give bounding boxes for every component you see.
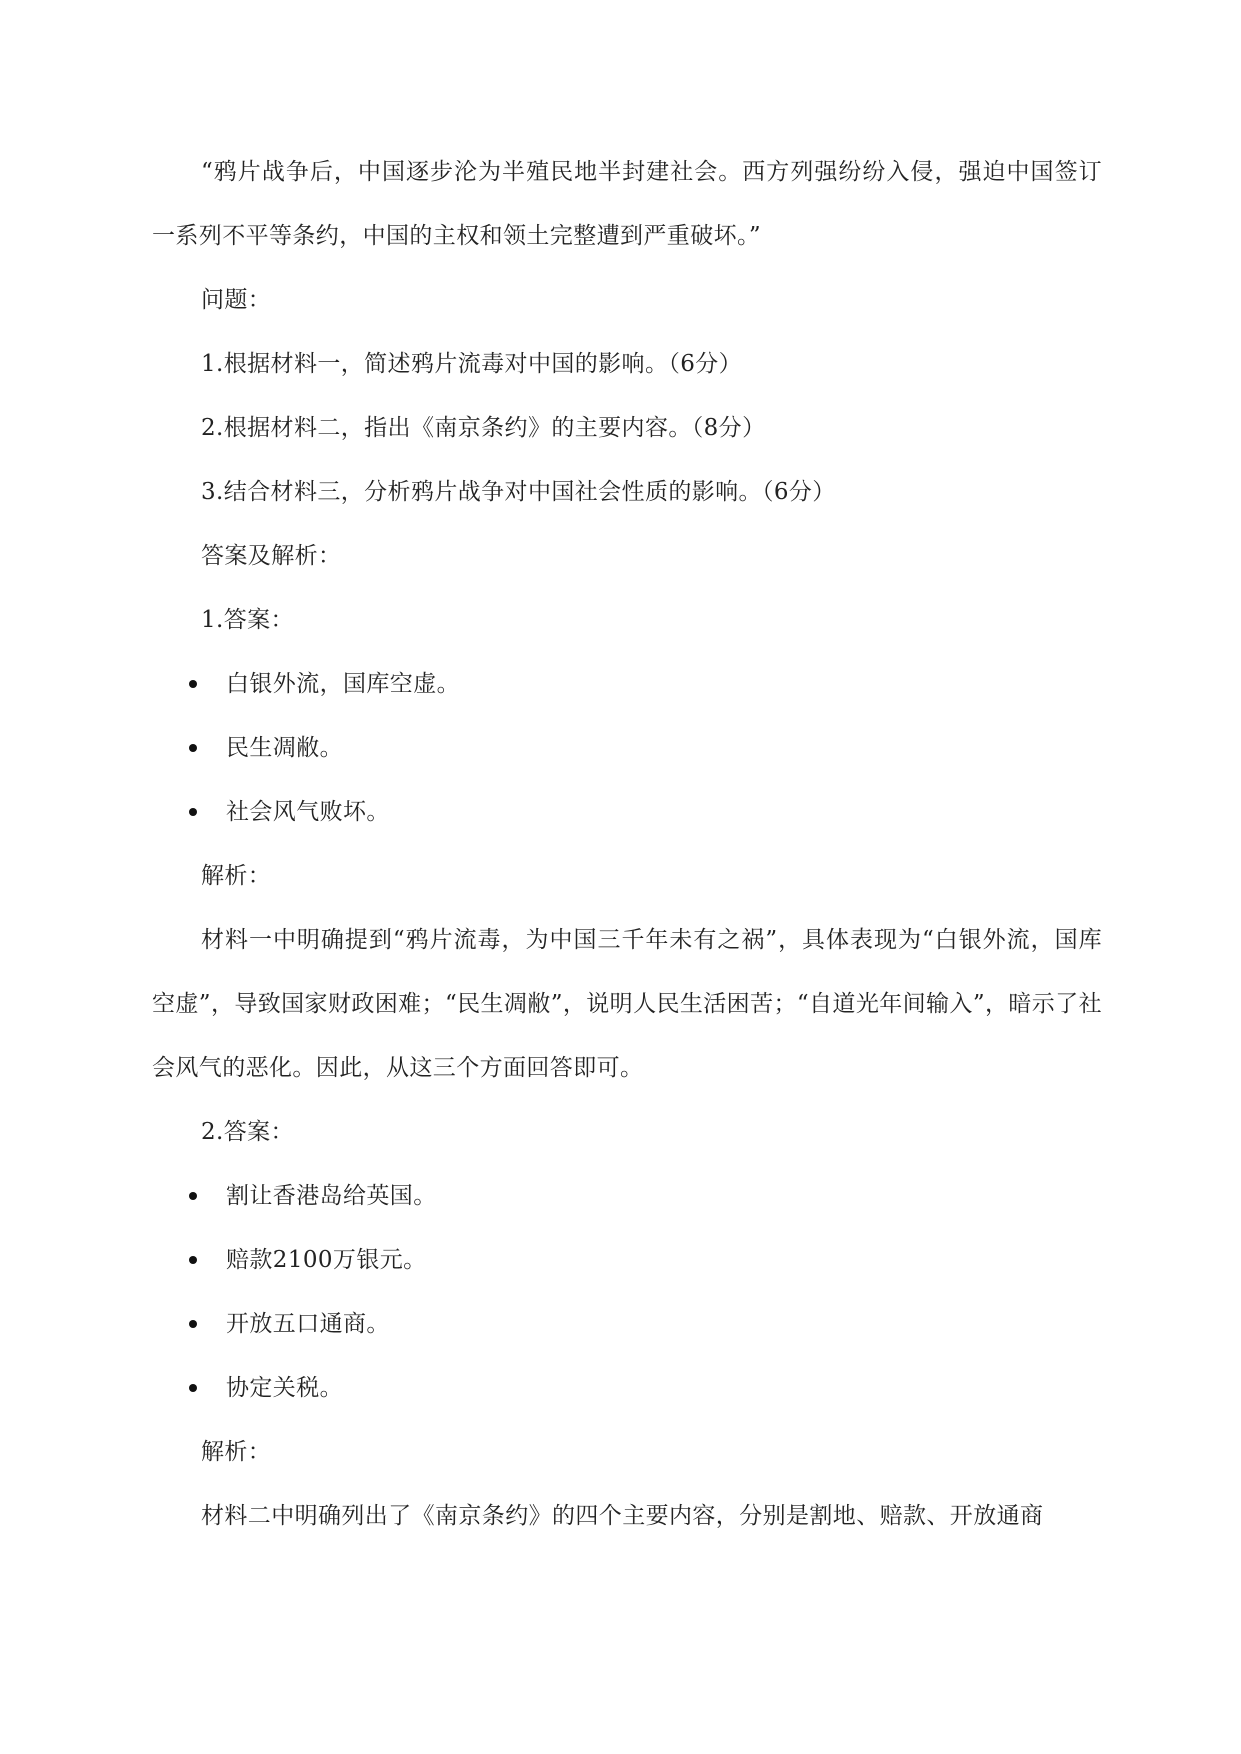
answer2-bullet-list	[152, 1164, 1102, 1420]
bullet-icon	[189, 744, 197, 752]
bullet-item	[152, 1228, 1102, 1292]
bullet-text: 民生凋敝。	[226, 735, 343, 761]
bullet-item	[152, 716, 1102, 780]
answer1-bullet-list	[152, 652, 1102, 844]
bullet-icon	[189, 1192, 197, 1200]
bullet-item	[152, 1164, 1102, 1228]
analysis1-heading: 解析：	[201, 863, 272, 889]
bullet-item	[152, 1292, 1102, 1356]
question-item: 2.根据材料二，指出《南京条约》的主要内容。（8分）	[201, 415, 766, 441]
bullet-icon	[189, 1320, 197, 1328]
answer2-heading: 2.答案：	[201, 1119, 294, 1145]
analysis2-paragraph: 材料二中明确列出了《南京条约》的四个主要内容，分别是割地、赔款、开放通商	[201, 1503, 1044, 1529]
bullet-item	[152, 652, 1102, 716]
bullet-icon	[189, 1256, 197, 1264]
bullet-text: 协定关税。	[226, 1375, 343, 1401]
bullet-item	[152, 1356, 1102, 1420]
bullet-text: 社会风气败坏。	[226, 799, 390, 825]
bullet-item	[152, 780, 1102, 844]
bullet-text: 白银外流，国库空虚。	[226, 671, 460, 697]
analysis2-heading: 解析：	[201, 1439, 272, 1465]
questions-heading: 问题：	[201, 287, 272, 313]
bullet-icon	[189, 1384, 197, 1392]
bullet-icon	[189, 808, 197, 816]
question-item: 3.结合材料三，分析鸦片战争对中国社会性质的影响。（6分）	[201, 479, 836, 505]
bullet-icon	[189, 680, 197, 688]
question-item: 1.根据材料一，简述鸦片流毒对中国的影响。（6分）	[201, 351, 743, 377]
bullet-text: 开放五口通商。	[226, 1311, 390, 1337]
quote-paragraph: “鸦片战争后，中国逐步沦为半殖民地半封建社会。西方列强纷纷入侵，强迫中国签订一系列不平等条约，中国的主权和领土完整遭到严重破坏。”	[152, 159, 1102, 249]
bullet-text: 赔款2100万银元。	[226, 1247, 427, 1273]
document-body	[152, 140, 1102, 1548]
answer1-heading: 1.答案：	[201, 607, 294, 633]
analysis1-paragraph: 材料一中明确提到“鸦片流毒，为中国三千年未有之祸”，具体表现为“白银外流，国库空虚”，导致国家财政困难；“民生凋敝”，说明人民生活困苦；“自道光年间输入”，暗示了社会风气的恶化。因此，从这三个方面回答即可。	[152, 927, 1102, 1081]
answers-heading: 答案及解析：	[201, 543, 342, 569]
questions-list	[152, 332, 1102, 524]
bullet-text: 割让香港岛给英国。	[226, 1183, 437, 1209]
